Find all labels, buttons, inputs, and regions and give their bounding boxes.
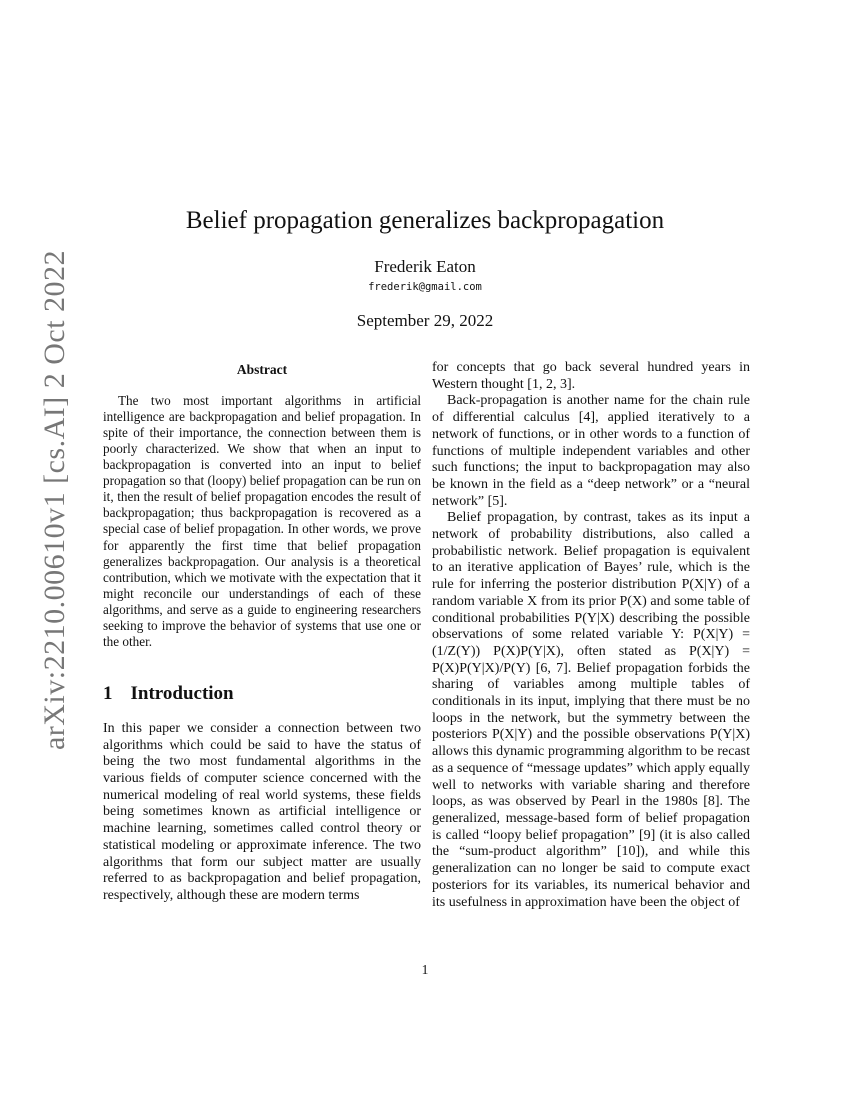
section-title: Introduction	[130, 683, 234, 705]
abstract-body: The two most important algorithms in artificial intelligence are backpropagation and belief propagation. In spite of their importance, the connection between them is poorly characterized. We show that when an input to backpropagation is converted into an input to belief propagation so that (loopy) belief propagation can be run on it, then the result of belief propagation encodes the result of backpropagation; thus backpropagation is recovered as a special case of belief propagation. In other words, we prove for apparently the first time that belief propagation generalizes backpropagation. Our analysis is a theoretical contribution, which we motivate with the expectation that it might reconcile our understandings of each of these algorithms, and serve as a guide to engineering researchers seeking to improve the behavior of systems that use one or the other.	[103, 392, 421, 650]
paper-date: September 29, 2022	[356, 311, 494, 330]
abstract-heading: Abstract	[236, 362, 288, 377]
page-number: 1	[421, 962, 429, 977]
author-email: frederik@gmail.com	[368, 281, 482, 293]
right-paragraph-3: Belief propagation, by contrast, takes as its input a network of probability distributions, also called a probabilistic network. Belief propagation is equivalent to an iterative application of Bayes’ rule, which is the rule for inferring the posterior distribution P(X|Y) of a random variable X from its prior P(X) and some table of conditional probabilities P(Y|X) describing the possible observations of some related variable Y: P(X|Y) = (1/Z(Y)) P(X)P(Y|X), often stated as P(X|Y) = P(X)P(Y|X)/P(Y) [6, 7]. Belief propagation forbids the sharing of variables among multiple tables of conditionals in its input, implying that there must be no loops in the network, but the symmetry between the posteriors P(X|Y) and the possible observations P(Y|X) allows this dynamic programming algorithm to be recast as a sequence of “message updates” which apply equally well to networks with variable sharing and therefore loops, as was observed by Pearl in the 1980s [8]. The generalized, message-based form of belief propagation is called “loopy belief propagation” [9] (it is also called the “sum-product algorithm” [10]), and while this generalization can no longer be said to compute exact posteriors for its variables, its numerical behavior and its usefulness in approximation have been the object of	[432, 510, 750, 910]
section-number: 1	[103, 683, 113, 705]
section-heading	[103, 683, 421, 705]
author-name: Frederik Eaton	[374, 257, 476, 276]
left-column	[103, 360, 421, 905]
right-paragraph-2: Back-propagation is another name for the chain rule of differential calculus [4], applied iteratively to a network of functions, or in other words to a function of functions of multiple independent variables and other such functions; the input to backpropagation may also be known in the field as a “deep network” or a “neural network” [5].	[432, 393, 750, 509]
right-paragraph-1: for concepts that go back several hundred years in Western thought [1, 2, 3].	[432, 360, 750, 392]
paper-title: Belief propagation generalizes backpropagation	[185, 207, 665, 234]
right-column	[432, 360, 750, 911]
intro-paragraph: In this paper we consider a connection between two algorithms which could be said to have the status of being the two most fundamental algorithms in the various fields of computer science concerned with the numerical modeling of real world systems, these fields being sometimes known as artificial intelligence or machine learning, sometimes called control theory or statistical modeling or approximate inference. The two algorithms that form our subject matter are usually referred to as backpropagation and belief propagation, respectively, although these are modern terms	[103, 720, 421, 903]
arxiv-identifier-stamp: arXiv:2210.00610v1 [cs.AI] 2 Oct 2022	[38, 249, 71, 751]
